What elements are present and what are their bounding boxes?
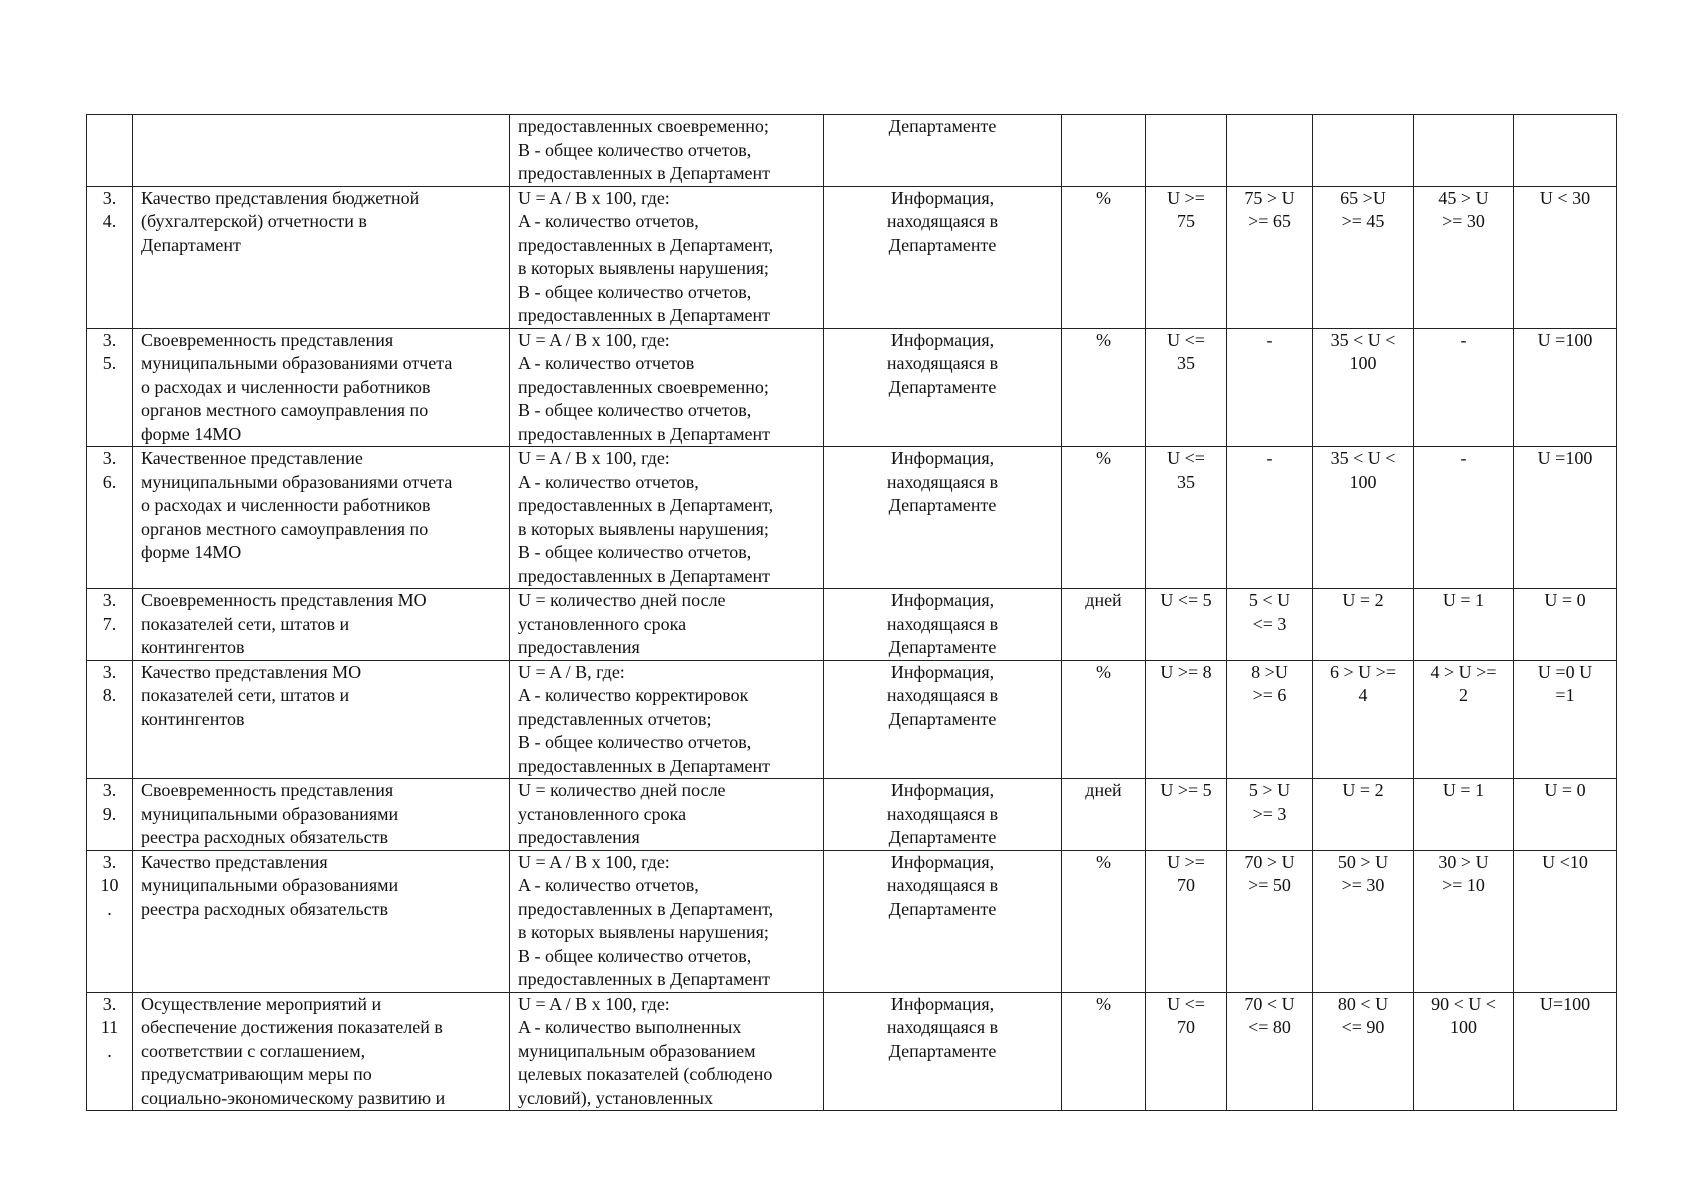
cell-score-3: 35 < U < 100 <box>1313 328 1414 447</box>
cell-indicator-name: Качество представления муниципальными образованиями реестра расходных обязательств <box>133 850 510 992</box>
cell-unit: % <box>1062 992 1146 1111</box>
cell-score-5 <box>1514 115 1617 187</box>
cell-indicator-name: Своевременность представления МО показателей сети, штатов и контингентов <box>133 589 510 661</box>
cell-formula: U = A / B x 100, где: A - количество отчетов предоставленных своевременно; B - общее количество отчетов, предоставленных в Департамент <box>510 328 824 447</box>
cell-score-2: 70 < U <= 80 <box>1227 992 1313 1111</box>
cell-unit: дней <box>1062 589 1146 661</box>
cell-score-3: 35 < U < 100 <box>1313 447 1414 589</box>
cell-unit: % <box>1062 660 1146 779</box>
cell-score-3: U = 2 <box>1313 779 1414 851</box>
cell-score-4: U = 1 <box>1414 779 1514 851</box>
cell-score-5: U <10 <box>1514 850 1617 992</box>
cell-score-4: 90 < U < 100 <box>1414 992 1514 1111</box>
table-row <box>87 447 1617 589</box>
cell-score-5: U=100 <box>1514 992 1617 1111</box>
cell-source: Информация, находящаяся в Департаменте <box>824 850 1062 992</box>
cell-score-3: 6 > U >= 4 <box>1313 660 1414 779</box>
cell-score-1: U >= 75 <box>1146 186 1227 328</box>
cell-source: Информация, находящаяся в Департаменте <box>824 660 1062 779</box>
cell-score-1: U >= 8 <box>1146 660 1227 779</box>
cell-score-2: - <box>1227 328 1313 447</box>
cell-number: 3. 11 . <box>87 992 133 1111</box>
cell-number: 3. 9. <box>87 779 133 851</box>
cell-score-5: U =0 U =1 <box>1514 660 1617 779</box>
cell-indicator-name: Осуществление мероприятий и обеспечение достижения показателей в соответствии с соглашением, предусматривающим меры по социально-экономическому развитию и <box>133 992 510 1111</box>
cell-number: 3. 8. <box>87 660 133 779</box>
cell-score-3: 50 > U >= 30 <box>1313 850 1414 992</box>
cell-source: Информация, находящаяся в Департаменте <box>824 328 1062 447</box>
cell-score-2: 70 > U >= 50 <box>1227 850 1313 992</box>
table-row <box>87 779 1617 851</box>
cell-score-5: U =100 <box>1514 447 1617 589</box>
cell-formula: U = A / B x 100, где: A - количество отчетов, предоставленных в Департамент, в которых выявлены нарушения; B - общее количество отчетов, предоставленных в Департамент <box>510 447 824 589</box>
cell-unit: % <box>1062 186 1146 328</box>
cell-score-5: U =100 <box>1514 328 1617 447</box>
cell-number: 3. 7. <box>87 589 133 661</box>
cell-unit: % <box>1062 850 1146 992</box>
cell-score-4: U = 1 <box>1414 589 1514 661</box>
table-row <box>87 660 1617 779</box>
cell-source: Информация, находящаяся в Департаменте <box>824 992 1062 1111</box>
cell-score-4: 4 > U >= 2 <box>1414 660 1514 779</box>
cell-score-2: 8 >U >= 6 <box>1227 660 1313 779</box>
cell-source: Информация, находящаяся в Департаменте <box>824 447 1062 589</box>
cell-indicator-name <box>133 115 510 187</box>
cell-number <box>87 115 133 187</box>
table-row <box>87 115 1617 187</box>
cell-source: Информация, находящаяся в Департаменте <box>824 186 1062 328</box>
cell-indicator-name: Своевременность представления муниципальными образованиями реестра расходных обязательств <box>133 779 510 851</box>
cell-unit: % <box>1062 447 1146 589</box>
cell-score-5: U = 0 <box>1514 779 1617 851</box>
cell-score-2: 5 < U <= 3 <box>1227 589 1313 661</box>
cell-unit: % <box>1062 328 1146 447</box>
cell-formula: предоставленных своевременно; В - общее количество отчетов, предоставленных в Департамент <box>510 115 824 187</box>
cell-number: 3. 5. <box>87 328 133 447</box>
cell-score-3 <box>1313 115 1414 187</box>
cell-score-1: U >= 5 <box>1146 779 1227 851</box>
cell-score-3: U = 2 <box>1313 589 1414 661</box>
cell-score-2 <box>1227 115 1313 187</box>
cell-score-2: - <box>1227 447 1313 589</box>
cell-number: 3. 6. <box>87 447 133 589</box>
cell-score-1: U >= 70 <box>1146 850 1227 992</box>
cell-unit <box>1062 115 1146 187</box>
table-body <box>87 115 1617 1111</box>
cell-formula: U = A / B x 100, где: A - количество отчетов, предоставленных в Департамент, в которых выявлены нарушения; B - общее количество отчетов, предоставленных в Департамент <box>510 850 824 992</box>
cell-formula: U = количество дней после установленного срока предоставления <box>510 779 824 851</box>
cell-score-5: U < 30 <box>1514 186 1617 328</box>
cell-score-4: - <box>1414 328 1514 447</box>
table-row <box>87 850 1617 992</box>
cell-formula: U = A / B, где: A - количество корректировок представленных отчетов; B - общее количество отчетов, предоставленных в Департамент <box>510 660 824 779</box>
cell-formula: U = A / B x 100, где: A - количество выполненных муниципальным образованием целевых показателей (соблюдено условий), установленных <box>510 992 824 1111</box>
cell-formula: U = количество дней после установленного срока предоставления <box>510 589 824 661</box>
cell-score-3: 80 < U <= 90 <box>1313 992 1414 1111</box>
cell-score-3: 65 >U >= 45 <box>1313 186 1414 328</box>
cell-score-4: - <box>1414 447 1514 589</box>
cell-score-4: 45 > U >= 30 <box>1414 186 1514 328</box>
cell-indicator-name: Своевременность представления муниципальными образованиями отчета о расходах и численности работников органов местного самоуправления по форме 14МО <box>133 328 510 447</box>
cell-score-4 <box>1414 115 1514 187</box>
cell-score-1: U <= 5 <box>1146 589 1227 661</box>
cell-source: Департаменте <box>824 115 1062 187</box>
cell-formula: U = A / B x 100, где: A - количество отчетов, предоставленных в Департамент, в которых выявлены нарушения; B - общее количество отчетов, предоставленных в Департамент <box>510 186 824 328</box>
cell-score-1: U <= 35 <box>1146 447 1227 589</box>
cell-source: Информация, находящаяся в Департаменте <box>824 589 1062 661</box>
table-row <box>87 328 1617 447</box>
cell-indicator-name: Качественное представление муниципальными образованиями отчета о расходах и численности работников органов местного самоуправления по форме 14МО <box>133 447 510 589</box>
cell-score-1: U <= 70 <box>1146 992 1227 1111</box>
cell-score-2: 5 > U >= 3 <box>1227 779 1313 851</box>
table-row <box>87 992 1617 1111</box>
cell-score-2: 75 > U >= 65 <box>1227 186 1313 328</box>
cell-indicator-name: Качество представления бюджетной (бухгалтерской) отчетности в Департамент <box>133 186 510 328</box>
table-row <box>87 186 1617 328</box>
cell-number: 3. 10 . <box>87 850 133 992</box>
indicators-table <box>86 114 1617 1111</box>
cell-indicator-name: Качество представления МО показателей сети, штатов и контингентов <box>133 660 510 779</box>
cell-score-5: U = 0 <box>1514 589 1617 661</box>
table-row <box>87 589 1617 661</box>
cell-number: 3. 4. <box>87 186 133 328</box>
cell-score-1: U <= 35 <box>1146 328 1227 447</box>
cell-score-4: 30 > U >= 10 <box>1414 850 1514 992</box>
cell-score-1 <box>1146 115 1227 187</box>
cell-source: Информация, находящаяся в Департаменте <box>824 779 1062 851</box>
cell-unit: дней <box>1062 779 1146 851</box>
